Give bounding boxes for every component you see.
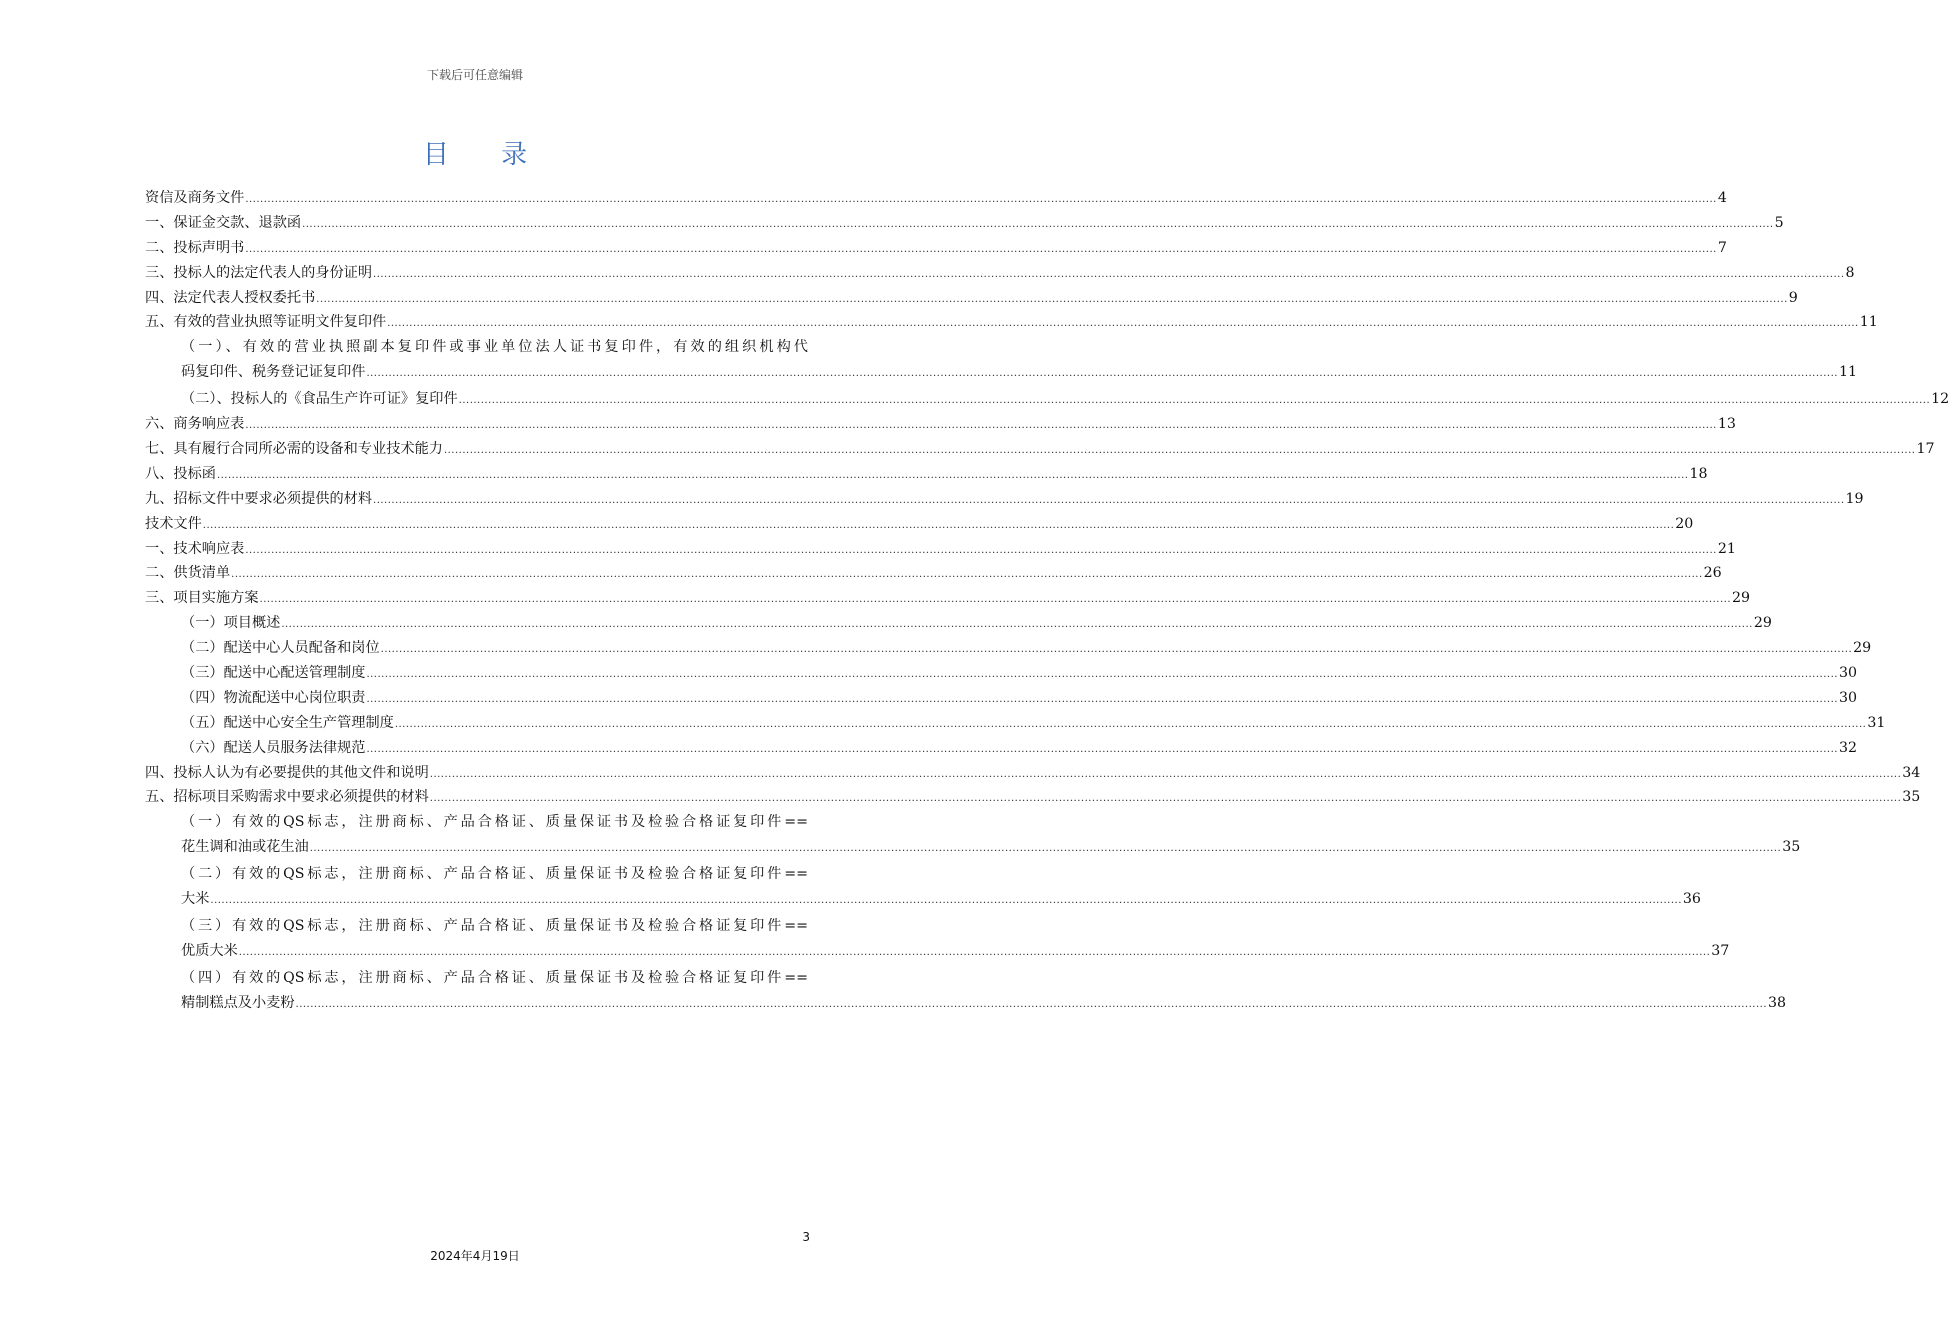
- toc-entry-text: 一、保证金交款、退款函: [145, 214, 302, 231]
- toc-entry-page: 38: [1768, 994, 1787, 1011]
- toc-entry-text: （一）项目概述: [181, 615, 281, 632]
- toc-entry[interactable]: [145, 335, 1857, 387]
- toc-entry-page: 26: [1703, 565, 1722, 582]
- toc-entry-page: 11: [1859, 314, 1878, 331]
- toc-entry[interactable]: [145, 862, 1701, 914]
- toc-entry[interactable]: [145, 261, 1855, 286]
- toc-entry-text: （三）配送中心配送管理制度: [181, 664, 366, 681]
- toc-entry-page: 34: [1902, 764, 1921, 781]
- toc-entry-text: 码复印件、税务登记证复印件: [181, 364, 366, 381]
- toc-entry-text: 技术文件: [145, 515, 202, 532]
- toc-entry[interactable]: [145, 487, 1864, 512]
- toc-entry-text: 七、具有履行合同所必需的设备和专业技术能力: [145, 440, 443, 457]
- toc-dot-leader: ................................................................................................................................................................................................................................................................................................................................................................................................................: [216, 469, 1689, 481]
- toc-entry[interactable]: [145, 966, 1787, 1018]
- toc-entry-page: 9: [1788, 289, 1798, 306]
- toc-entry-text: （六）配送人员服务法律规范: [181, 739, 366, 756]
- toc-entry-text: 九、招标文件中要求必须提供的材料: [145, 490, 373, 507]
- toc-entry-page: 8: [1845, 264, 1855, 281]
- toc-entry-text: 花生调和油或花生油: [181, 839, 309, 856]
- toc-entry[interactable]: [145, 586, 1751, 611]
- toc-dot-leader: ................................................................................................................................................................................................................................................................................................................................................................................................................: [238, 946, 1711, 958]
- toc-entry-page: 35: [1782, 839, 1801, 856]
- toc-dot-leader: ................................................................................................................................................................................................................................................................................................................................................................................................................: [387, 318, 1859, 330]
- toc-entry[interactable]: [145, 611, 1772, 636]
- toc-entry[interactable]: [145, 810, 1801, 862]
- toc-entry[interactable]: [145, 661, 1857, 686]
- toc-entry[interactable]: [145, 537, 1736, 562]
- toc-entry[interactable]: [145, 462, 1708, 487]
- toc-entry-text: 精制糕点及小麦粉: [181, 994, 295, 1011]
- toc-entry[interactable]: [145, 711, 1886, 736]
- toc-entry-text-line1: （一）有效的QS标志，注册商标、产品合格证、质量保证书及检验合格证复印件==: [181, 814, 808, 831]
- toc-dot-leader: ................................................................................................................................................................................................................................................................................................................................................................................................................: [245, 243, 1717, 255]
- toc-entry-page: 11: [1838, 364, 1857, 381]
- toc-entry[interactable]: [145, 211, 1784, 236]
- toc-entry[interactable]: [145, 736, 1857, 761]
- toc-entry-text: 一、技术响应表: [145, 540, 245, 557]
- table-of-contents: [145, 186, 1949, 1018]
- toc-entry-page: 29: [1853, 640, 1872, 657]
- toc-dot-leader: ................................................................................................................................................................................................................................................................................................................................................................................................................: [366, 743, 1838, 755]
- toc-entry[interactable]: [145, 785, 1921, 810]
- toc-entry-text: 资信及商务文件: [145, 190, 245, 206]
- toc-entry[interactable]: [145, 561, 1722, 586]
- toc-dot-leader: ................................................................................................................................................................................................................................................................................................................................................................................................................: [366, 693, 1838, 705]
- toc-entry-page: 21: [1717, 540, 1736, 557]
- toc-entry-text: （四）物流配送中心岗位职责: [181, 689, 366, 706]
- toc-entry-page: 18: [1689, 465, 1708, 482]
- page-number: 3: [802, 1230, 810, 1244]
- toc-entry[interactable]: [145, 186, 1727, 211]
- toc-dot-leader: ................................................................................................................................................................................................................................................................................................................................................................................................................: [295, 998, 1767, 1010]
- toc-entry-text: （二）、投标人的《食品生产许可证》复印件: [181, 391, 458, 408]
- toc-entry[interactable]: [145, 310, 1878, 335]
- toc-dot-leader: ................................................................................................................................................................................................................................................................................................................................................................................................................: [259, 594, 1731, 606]
- toc-dot-leader: ................................................................................................................................................................................................................................................................................................................................................................................................................: [373, 268, 1845, 280]
- toc-entry-text: （五）配送中心安全生产管理制度: [181, 714, 394, 731]
- toc-entry-text-line1: （二）有效的QS标志，注册商标、产品合格证、质量保证书及检验合格证复印件==: [181, 866, 808, 883]
- toc-dot-leader: ................................................................................................................................................................................................................................................................................................................................................................................................................: [210, 895, 1682, 907]
- toc-entry-text: 四、投标人认为有必要提供的其他文件和说明: [145, 764, 429, 781]
- toc-entry-text: （二）配送中心人员配备和岗位: [181, 640, 380, 657]
- toc-entry-text: 八、投标函: [145, 465, 216, 482]
- toc-entry-page: 20: [1675, 515, 1694, 532]
- footer-date: 2024年4月19日: [430, 1249, 520, 1263]
- toc-dot-leader: ................................................................................................................................................................................................................................................................................................................................................................................................................: [302, 218, 1774, 230]
- toc-entry[interactable]: [145, 387, 1949, 412]
- toc-entry-text: 二、投标声明书: [145, 239, 245, 256]
- toc-entry[interactable]: [145, 437, 1935, 462]
- toc-entry-page: 30: [1838, 689, 1857, 706]
- toc-entry[interactable]: [145, 914, 1730, 966]
- toc-entry-text: 优质大米: [181, 942, 238, 959]
- toc-entry-page: 35: [1902, 789, 1921, 806]
- toc-entry[interactable]: [145, 636, 1872, 661]
- toc-dot-leader: ................................................................................................................................................................................................................................................................................................................................................................................................................: [429, 768, 1902, 780]
- toc-entry-page: 4: [1717, 190, 1727, 206]
- toc-dot-leader: ................................................................................................................................................................................................................................................................................................................................................................................................................: [458, 395, 1931, 407]
- toc-entry[interactable]: [145, 286, 1798, 311]
- toc-dot-leader: ................................................................................................................................................................................................................................................................................................................................................................................................................: [245, 544, 1717, 556]
- toc-dot-leader: ................................................................................................................................................................................................................................................................................................................................................................................................................: [245, 420, 1717, 432]
- toc-entry-text: 大米: [181, 891, 210, 908]
- toc-entry-text: 四、法定代表人授权委托书: [145, 289, 316, 306]
- toc-dot-leader: ................................................................................................................................................................................................................................................................................................................................................................................................................: [443, 444, 1916, 456]
- toc-dot-leader: ................................................................................................................................................................................................................................................................................................................................................................................................................: [380, 644, 1853, 656]
- toc-entry-text: 二、供货清单: [145, 565, 231, 582]
- toc-entry-page: 36: [1682, 891, 1701, 908]
- toc-entry-text: 六、商务响应表: [145, 416, 245, 433]
- toc-dot-leader: ................................................................................................................................................................................................................................................................................................................................................................................................................: [231, 569, 1703, 581]
- toc-entry-page: 12: [1931, 391, 1949, 408]
- toc-dot-leader: ................................................................................................................................................................................................................................................................................................................................................................................................................: [373, 494, 1845, 506]
- toc-dot-leader: ................................................................................................................................................................................................................................................................................................................................................................................................................: [394, 718, 1867, 730]
- toc-entry-page: 31: [1867, 714, 1886, 731]
- toc-dot-leader: ................................................................................................................................................................................................................................................................................................................................................................................................................: [366, 368, 1838, 380]
- toc-entry[interactable]: [145, 412, 1736, 437]
- toc-title: 目 录: [422, 140, 550, 170]
- toc-dot-leader: ................................................................................................................................................................................................................................................................................................................................................................................................................: [366, 668, 1838, 680]
- toc-entry-text: 五、招标项目采购需求中要求必须提供的材料: [145, 789, 429, 806]
- toc-entry-page: 17: [1916, 440, 1935, 457]
- toc-entry-page: 13: [1717, 416, 1736, 433]
- toc-entry-text-line1: （四）有效的QS标志，注册商标、产品合格证、质量保证书及检验合格证复印件==: [181, 969, 808, 986]
- page-header-note: 下载后可任意编辑: [426, 68, 523, 82]
- toc-dot-leader: ................................................................................................................................................................................................................................................................................................................................................................................................................: [245, 194, 1717, 205]
- toc-dot-leader: ................................................................................................................................................................................................................................................................................................................................................................................................................: [429, 793, 1902, 805]
- toc-entry-text: 三、投标人的法定代表人的身份证明: [145, 264, 373, 281]
- toc-entry-page: 37: [1711, 942, 1730, 959]
- toc-entry-page: 5: [1774, 214, 1784, 231]
- toc-entry[interactable]: [145, 761, 1921, 786]
- toc-entry-page: 32: [1838, 739, 1857, 756]
- toc-entry-text: 五、有效的营业执照等证明文件复印件: [145, 314, 387, 331]
- toc-entry-page: 30: [1838, 664, 1857, 681]
- toc-entry-text-line1: （一）、有效的营业执照副本复印件或事业单位法人证书复印件，有效的组织机构代: [181, 339, 808, 356]
- toc-dot-leader: ................................................................................................................................................................................................................................................................................................................................................................................................................: [281, 619, 1753, 631]
- toc-entry[interactable]: [145, 236, 1727, 261]
- toc-entry-page: 19: [1845, 490, 1864, 507]
- toc-entry-text-line1: （三）有效的QS标志，注册商标、产品合格证、质量保证书及检验合格证复印件==: [181, 917, 808, 934]
- toc-entry[interactable]: [145, 686, 1857, 711]
- toc-dot-leader: ................................................................................................................................................................................................................................................................................................................................................................................................................: [309, 843, 1782, 855]
- toc-dot-leader: ................................................................................................................................................................................................................................................................................................................................................................................................................: [202, 519, 1675, 531]
- toc-entry-page: 7: [1717, 239, 1727, 256]
- toc-entry-page: 29: [1732, 590, 1751, 607]
- toc-dot-leader: ................................................................................................................................................................................................................................................................................................................................................................................................................: [316, 293, 1788, 305]
- toc-entry-text: 三、项目实施方案: [145, 590, 259, 607]
- toc-entry-page: 29: [1753, 615, 1772, 632]
- toc-entry[interactable]: [145, 512, 1694, 537]
